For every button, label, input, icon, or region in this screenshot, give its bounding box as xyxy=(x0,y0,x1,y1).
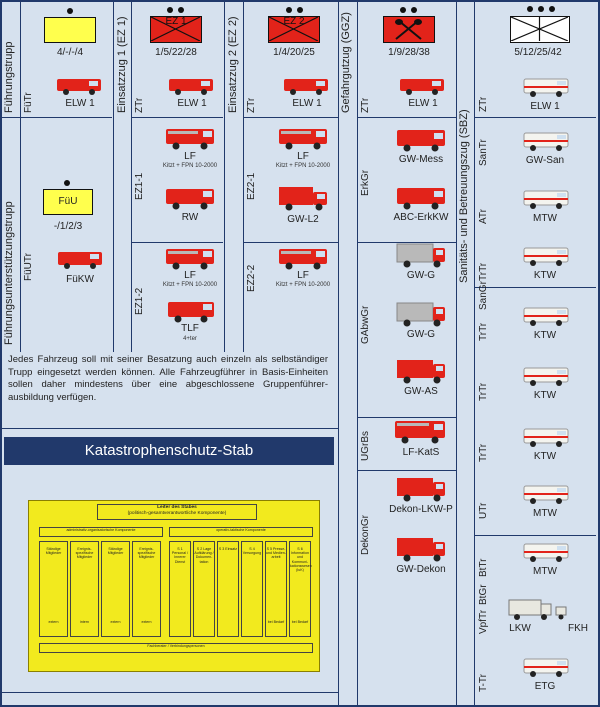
ez2-vehicle: ELW 1 xyxy=(292,98,322,109)
dekongr-abbr: DekonGr xyxy=(360,514,371,555)
gw-as: GW-AS xyxy=(404,386,438,397)
leiter-box: Leiter des Stabes (politisch-gesamtverantwortliche Komponente) xyxy=(97,504,257,520)
gw-l2-truck-icon xyxy=(278,185,328,212)
ez1-ztr-abbr: ZTr xyxy=(134,97,145,113)
lf-kats-truck-icon xyxy=(394,418,446,445)
etg-vehicle-icon xyxy=(522,656,570,680)
stab-title: Katastrophenschutz-Stab xyxy=(4,437,334,465)
ez2-symbol: EZ 2 xyxy=(268,16,320,43)
right-head-box: operativ-taktische Komponente xyxy=(169,527,313,537)
sbz-row-abbr: UTr xyxy=(478,502,489,519)
ez2-lf1: LF xyxy=(297,151,309,162)
stab-right-column xyxy=(289,541,311,637)
gwz-symbol xyxy=(383,16,435,43)
gw-g-truck-icon xyxy=(396,301,446,328)
crew-note-paragraph: Jedes Fahrzeug soll mit seiner Besatzung auch einzeln als selbständiger Trupp eingesetzt werden können. Alle Fahrzeugführer in Basis-Einheiten sollen daher mindestens über eine abgeschlossene Gruppenführer-ausbildung verfügen. xyxy=(8,354,328,403)
gwz-label: Gefahrgutzug (GGZ) xyxy=(340,12,352,113)
ez1-label: Einsatzzug 1 (EZ 1) xyxy=(116,16,128,113)
gw-san-vehicle-icon xyxy=(522,130,570,154)
elw-truck-icon xyxy=(282,76,330,96)
sbz-row-abbr: VpfTr xyxy=(478,609,489,634)
sbz-row-vehicle: MTW xyxy=(533,566,557,577)
elw-truck-icon xyxy=(398,76,446,96)
stab-right-column-text: S 2 Lage Aufklärung / Dokumen-tation xyxy=(194,547,214,564)
ez2-2-abbr: EZ2-2 xyxy=(246,264,257,292)
fuust-label: Führungsunterstützungstrupp xyxy=(3,201,15,345)
stab-right-column-text: S 6 Information und Kommuni-kationswesen (IuK) xyxy=(290,547,312,573)
sbz-row-abbr: TrTr xyxy=(478,262,489,281)
abc-erkkw: ABC-ErkKW xyxy=(393,212,449,223)
stab-left-column-text: Ständige Mitglieder xyxy=(107,547,124,556)
elw-1-vehicle-icon xyxy=(522,76,570,100)
elw-truck-icon xyxy=(55,76,103,96)
ez1-lf1-sub: Kitzt + FPN 10-2000 xyxy=(162,163,218,169)
sbz-row-vehicle: MTW xyxy=(533,213,557,224)
tlf-truck-icon xyxy=(167,298,215,323)
stab-org-chart xyxy=(28,500,320,672)
mtw-vehicle-icon xyxy=(522,483,570,507)
stab-right-column-text: S 5 Presse- und Medien-arbeit xyxy=(266,547,286,560)
sbz-row-vehicle: LKW xyxy=(509,623,531,634)
stab-right-column xyxy=(265,541,287,637)
stab-left-column xyxy=(39,541,68,637)
mtw-vehicle-icon xyxy=(522,541,570,565)
sbz-row-abbr: TrTr xyxy=(478,322,489,341)
rank-dots xyxy=(47,180,87,186)
gwz-strength: 1/9/28/38 xyxy=(388,47,430,58)
crossed-spoons-icon xyxy=(384,17,433,41)
fueutr-abbr: FüUTr xyxy=(23,253,34,281)
lf-kats: LF-KatS xyxy=(402,447,440,458)
sbz-row-abbr: ATr xyxy=(478,209,489,224)
gwz-vehicle: ELW 1 xyxy=(408,98,438,109)
gw-dekon-truck-icon xyxy=(396,536,446,563)
lf-truck-icon xyxy=(165,245,215,270)
stab-left-column-text: Ständige Mitglieder xyxy=(45,547,62,556)
stab-right-column xyxy=(169,541,191,637)
gw-dekon: GW-Dekon xyxy=(396,564,446,575)
lf-truck-icon xyxy=(278,125,328,150)
sbz-row-vehicle: KTW xyxy=(533,451,557,462)
ez1-tlf-sub: 4+ter xyxy=(183,336,197,342)
fuetr-abbr: FüTr xyxy=(23,92,34,113)
ez1-tlf: TLF xyxy=(181,323,199,334)
erkgr-abbr: ErkGr xyxy=(360,169,371,196)
sbz-row-abbr: SanTr xyxy=(478,139,489,166)
sbz-row-vehicle: KTW xyxy=(533,390,557,401)
stab-left-column-text: Ereignis-spezifische Mitglieder xyxy=(137,547,156,560)
rank-dots xyxy=(50,8,90,14)
fuust-strength: -/1/2/3 xyxy=(53,221,83,232)
sbz-label: Sanitäts- und Betreuungszug (SBZ) xyxy=(458,109,470,283)
stab-left-column-foot: extern xyxy=(48,619,59,624)
sbz-row-vehicle: ELW 1 xyxy=(530,101,560,112)
sbz-strength: 5/12/25/42 xyxy=(514,47,562,58)
gw-as-truck-icon xyxy=(396,358,446,385)
ez2-gwl2: GW-L2 xyxy=(287,214,319,225)
fuust-symbol: FüU xyxy=(43,189,93,215)
sangr-abbr: SanGr xyxy=(478,281,489,310)
ez1-2-abbr: EZ1-2 xyxy=(134,287,145,315)
sbz-row-vehicle2: FKH xyxy=(568,623,588,634)
fachberater-box: Fachberater / Verbindungspersonen xyxy=(39,643,313,653)
sbz-row-abbr: ZTr xyxy=(478,96,489,112)
ez1-1-abbr: EZ1-1 xyxy=(134,172,145,200)
dekon-lkw-p-truck-icon xyxy=(396,476,446,503)
stab-right-column xyxy=(241,541,263,637)
ktw-vehicle-icon xyxy=(522,305,570,329)
sbz-row-vehicle: KTW xyxy=(533,270,557,281)
ez1-vehicle: ELW 1 xyxy=(177,98,207,109)
stab-left-column-foot: extern xyxy=(141,619,152,624)
ez2-1-abbr: EZ2-1 xyxy=(246,172,257,200)
sbz-row-vehicle: MTW xyxy=(533,508,557,519)
ez1-lf2-sub: Kitzt + FPN 10-2000 xyxy=(162,282,218,288)
btgr-abbr: BtGr xyxy=(478,584,489,605)
sbz-row-vehicle: KTW xyxy=(533,330,557,341)
ugrbs-abbr: UGrBs xyxy=(360,431,371,461)
ez2-strength: 1/4/20/25 xyxy=(273,47,315,58)
ez1-strength: 1/5/22/28 xyxy=(155,47,197,58)
fuehrungstrupp-strength: 4/-/-/4 xyxy=(56,47,84,58)
ez1-rw: RW xyxy=(181,212,199,223)
fuekw-truck-icon xyxy=(56,249,104,271)
stab-left-column xyxy=(70,541,99,637)
fuekw-vehicle: FüKW xyxy=(66,274,94,285)
gwz-ztr-abbr: ZTr xyxy=(360,97,371,113)
sbz-row-abbr: T-Tr xyxy=(478,674,489,692)
ez2-lf2: LF xyxy=(297,270,309,281)
gw-mess-truck-icon xyxy=(396,127,446,152)
ez1-lf2: LF xyxy=(184,270,196,281)
gw-g-truck-icon xyxy=(396,242,446,269)
stab-left-column-text: Ereignis-spezifische Mitglieder xyxy=(75,547,94,560)
mtw-vehicle-icon xyxy=(522,188,570,212)
fuehrungstrupp-symbol xyxy=(44,17,96,43)
ez2-label: Einsatzzug 2 (EZ 2) xyxy=(227,16,239,113)
rank-dots xyxy=(516,6,566,12)
ktw-vehicle-icon xyxy=(522,245,570,269)
stab-left-column xyxy=(132,541,161,637)
gw-mess: GW-Mess xyxy=(398,154,444,165)
sbz-row-vehicle: ETG xyxy=(534,681,556,692)
sbz-symbol xyxy=(510,16,570,43)
ez2-ztr-abbr: ZTr xyxy=(246,97,257,113)
stab-right-column-text: S 4 Versorgung xyxy=(242,547,262,556)
elw-truck-icon xyxy=(167,76,215,96)
stab-right-column xyxy=(193,541,215,637)
sbz-row-abbr: TrTr xyxy=(478,443,489,462)
stab-right-column-text: S 3 Einsatz xyxy=(218,547,238,551)
dekon-lkw-p: Dekon-LKW-P xyxy=(389,504,453,515)
lkw-vehicle-icon xyxy=(508,598,568,622)
sbz-row-abbr: BtTr xyxy=(478,558,489,577)
rank-dots xyxy=(274,7,314,13)
fuetr-vehicle: ELW 1 xyxy=(65,98,95,109)
ez1-symbol: EZ 1 xyxy=(150,16,202,43)
stab-left-column xyxy=(101,541,130,637)
fuehrungstrupp-label: Führungstrupp xyxy=(3,41,15,113)
stab-left-column-foot: intern xyxy=(80,619,89,624)
abc-erkkw-truck-icon xyxy=(396,185,446,210)
ez1-lf1: LF xyxy=(184,151,196,162)
lf-truck-icon xyxy=(165,125,215,150)
stab-right-column-foot: bei Bedarf xyxy=(291,619,309,624)
ez2-lf2-sub: Kitzt + FPN 10-2000 xyxy=(275,282,331,288)
sbz-row-vehicle: GW-San xyxy=(525,155,565,166)
rank-dots xyxy=(155,7,195,13)
ktw-vehicle-icon xyxy=(522,365,570,389)
gw-g-1: GW-G xyxy=(406,270,436,281)
stab-right-column xyxy=(217,541,239,637)
stab-right-column-foot: bei Bedarf xyxy=(267,619,285,624)
rank-dots xyxy=(388,7,428,13)
left-head-box: administrativ-organisatorische Komponente xyxy=(39,527,163,537)
gw-g-2: GW-G xyxy=(406,329,436,340)
ez2-lf1-sub: Kitzt + FPN 10-2000 xyxy=(275,163,331,169)
rw-truck-icon xyxy=(165,185,215,210)
ktw-vehicle-icon xyxy=(522,426,570,450)
gabwgr-abbr: GAbwGr xyxy=(360,305,371,344)
lf-truck-icon xyxy=(278,245,328,270)
sbz-row-abbr: TrTr xyxy=(478,382,489,401)
stab-left-column-foot: extern xyxy=(110,619,121,624)
stab-right-column-text: S 1 Personal / Innerer Dienst xyxy=(171,547,189,564)
